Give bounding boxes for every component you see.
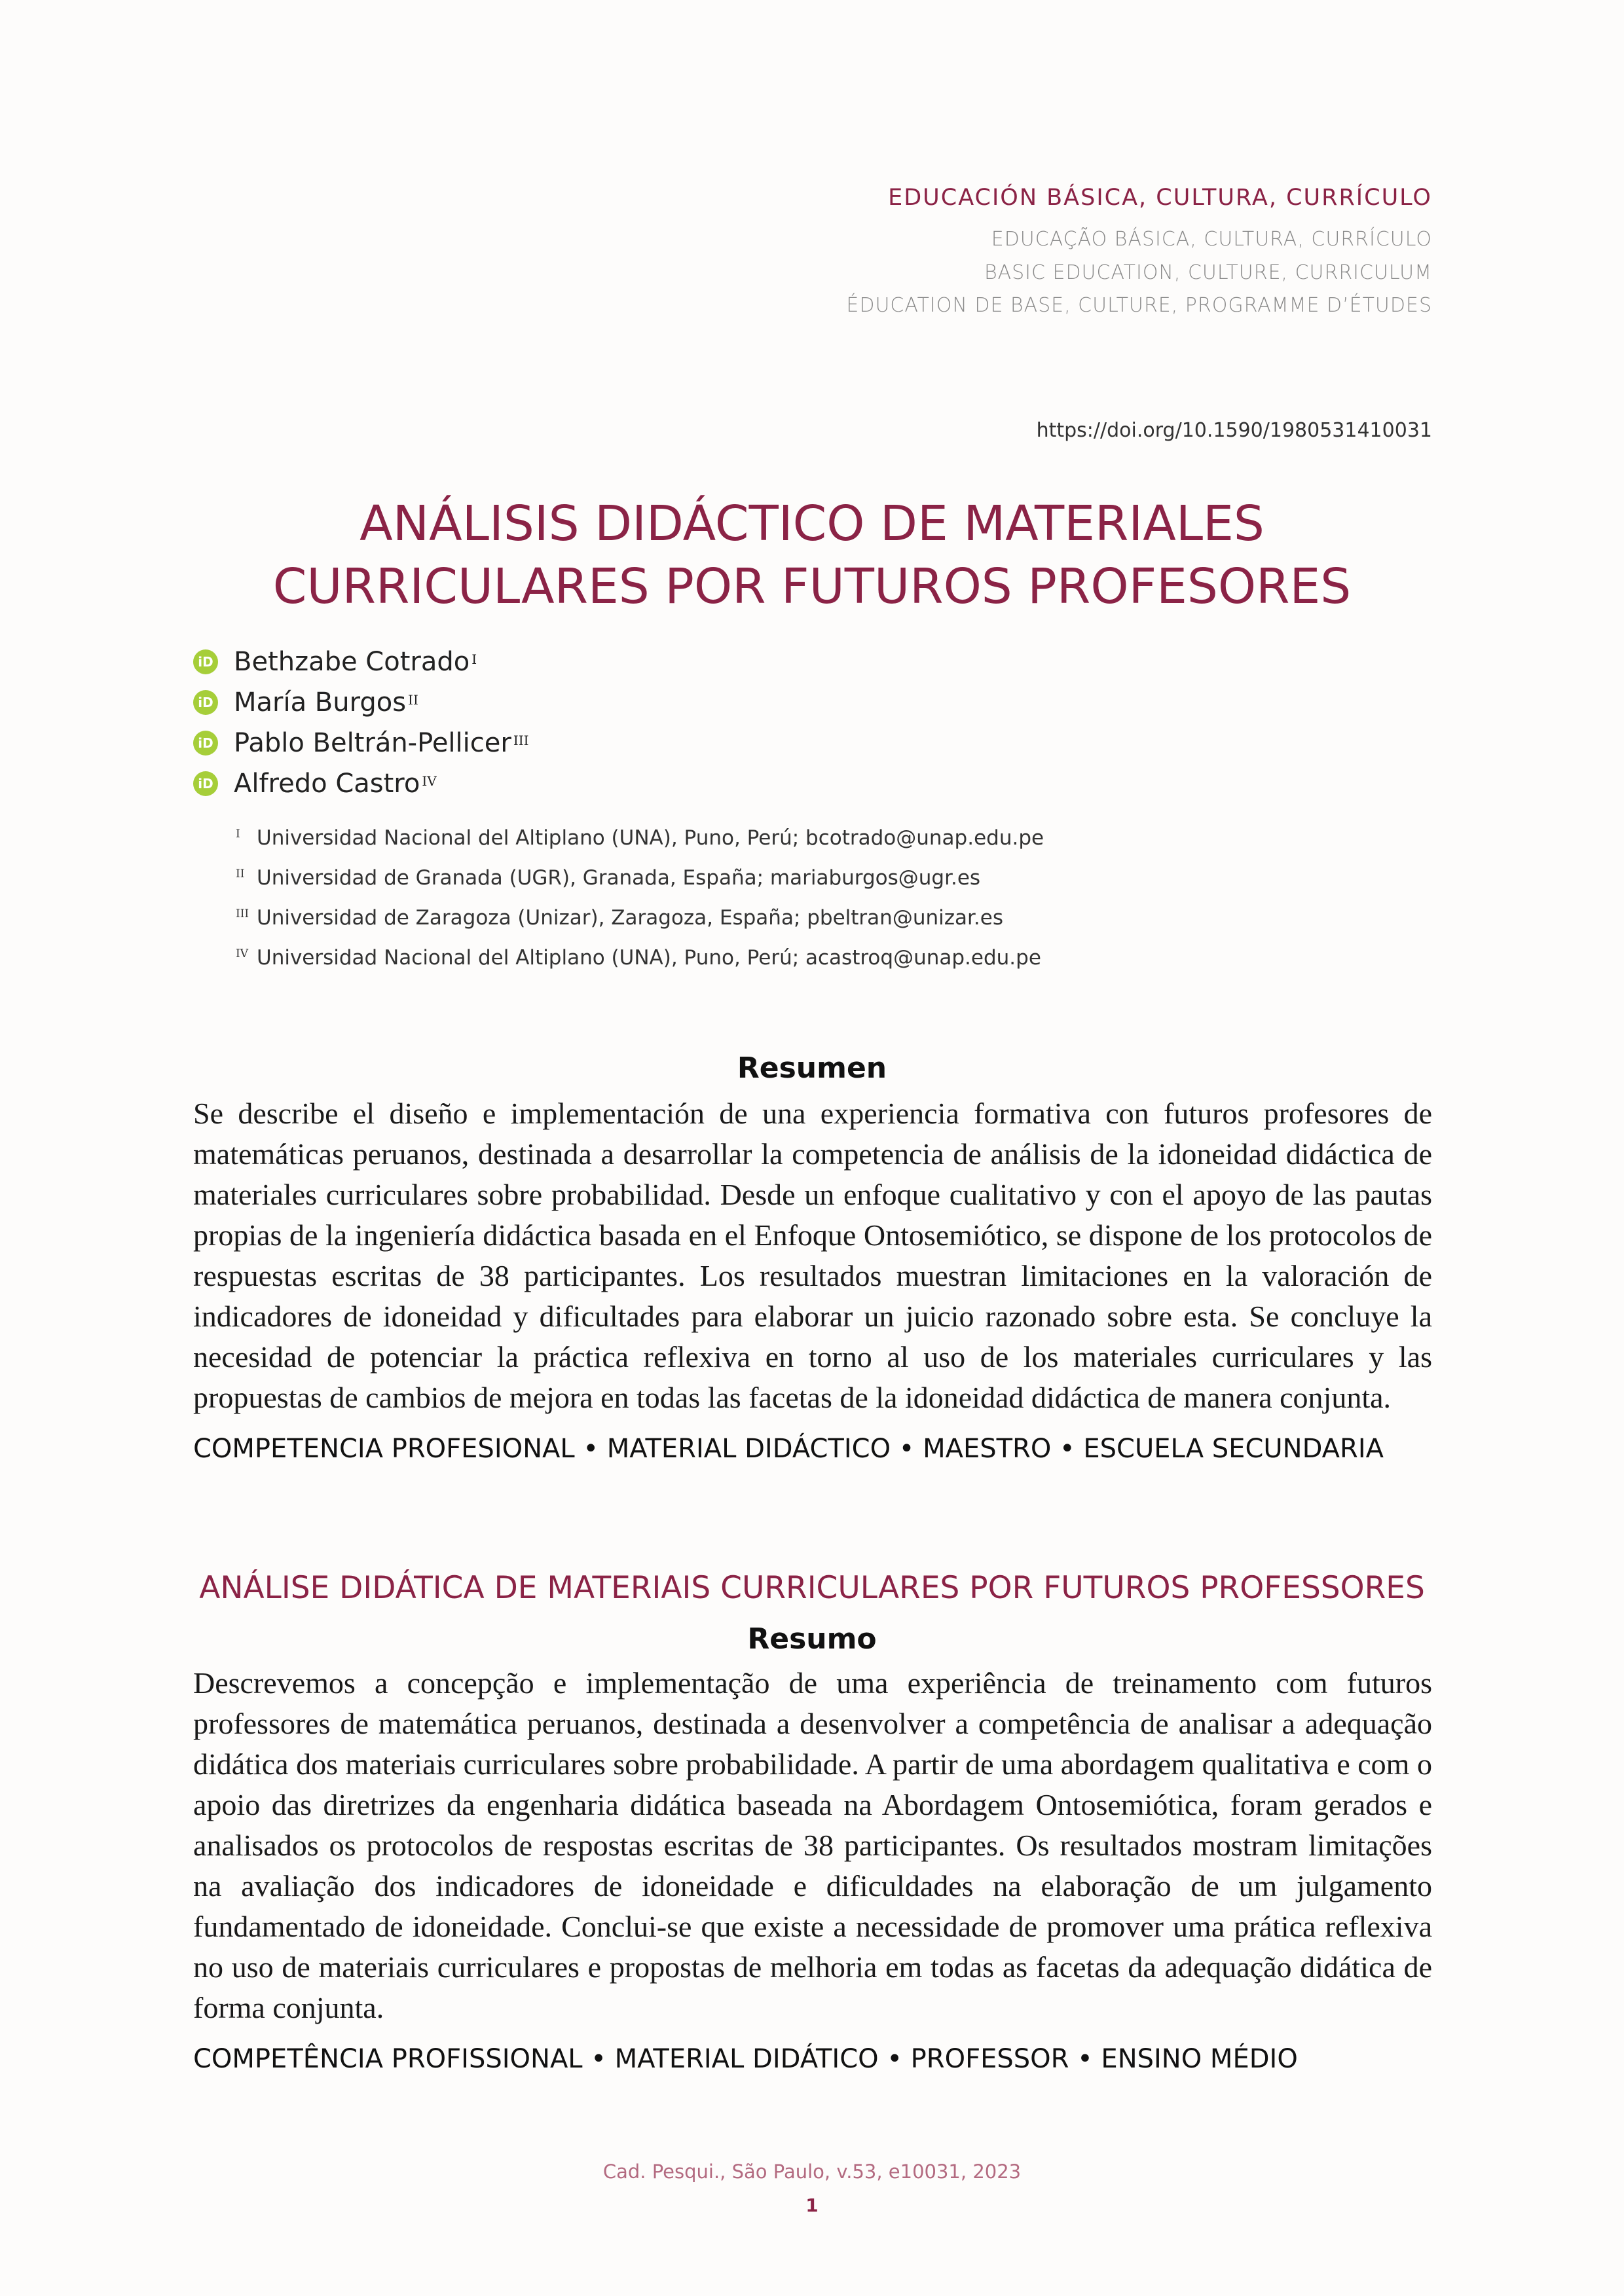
- keywords-es: COMPETENCIA PROFESIONAL • MATERIAL DIDÁCTICO • MAESTRO • ESCUELA SECUNDARIA: [193, 1434, 1384, 1464]
- affiliation-text: Universidad Nacional del Altiplano (UNA), Puno, Perú; acastroq@unap.edu.pe: [257, 946, 1041, 970]
- abstract-heading-es: Resumen: [737, 1051, 887, 1085]
- doi-link[interactable]: https://doi.org/10.1590/1980531410031: [1036, 419, 1432, 442]
- abstract-title-pt: ANÁLISE DIDÁTICA DE MATERIAIS CURRICULARES POR FUTUROS PROFESSORES: [199, 1570, 1425, 1606]
- orcid-icon[interactable]: iD: [193, 649, 218, 674]
- affiliation: [236, 946, 1044, 986]
- affiliation-mark: IV: [236, 947, 248, 960]
- footer-citation: Cad. Pesqui., São Paulo, v.53, e10031, 2023: [602, 2160, 1022, 2183]
- affiliation-mark: II: [236, 867, 245, 881]
- abstract-heading-pt: Resumo: [747, 1622, 877, 1656]
- section-title: EDUCACIÓN BÁSICA, CULTURA, CURRÍCULO: [888, 185, 1432, 211]
- author-name: María Burgos: [234, 687, 407, 718]
- author-list: [193, 642, 529, 804]
- affiliation-text: Universidad Nacional del Altiplano (UNA), Puno, Perú; bcotrado@unap.edu.pe: [257, 826, 1044, 850]
- affiliation: [236, 826, 1044, 866]
- affiliation-text: Universidad de Granada (UGR), Granada, España; mariaburgos@ugr.es: [257, 866, 981, 890]
- orcid-icon[interactable]: iD: [193, 731, 218, 756]
- title-line-2: CURRICULARES POR FUTUROS PROFESORES: [272, 558, 1352, 615]
- affiliation-list: [236, 826, 1044, 986]
- author-name: Alfredo Castro: [234, 769, 420, 799]
- affiliation-mark: IV: [422, 773, 437, 789]
- section-title-en: BASIC EDUCATION, CULTURE, CURRICULUM: [984, 261, 1432, 284]
- affiliation: [236, 906, 1044, 946]
- author: [193, 682, 529, 723]
- affiliation-mark: I: [471, 651, 477, 667]
- article-title: [0, 492, 1624, 618]
- keywords-pt: COMPETÊNCIA PROFISSIONAL • MATERIAL DIDÁTICO • PROFESSOR • ENSINO MÉDIO: [193, 2044, 1298, 2074]
- affiliation-mark: III: [513, 733, 529, 748]
- section-title-fr: ÉDUCATION DE BASE, CULTURE, PROGRAMME D’ÉTUDES: [846, 294, 1432, 317]
- title-line-1: ANÁLISIS DIDÁCTICO DE MATERIALES: [360, 496, 1264, 552]
- affiliation-text: Universidad de Zaragoza (Unizar), Zaragoza, España; pbeltran@unizar.es: [257, 906, 1003, 930]
- author-name: Bethzabe Cotrado: [234, 647, 470, 677]
- orcid-icon[interactable]: iD: [193, 771, 218, 796]
- affiliation-mark: I: [236, 828, 240, 841]
- author-name: Pablo Beltrán-Pellicer: [234, 728, 511, 758]
- abstract-text-es: Se describe el diseño e implementación de una experiencia formativa con futuros profesores de matemáticas peruanos, destinada a desarrollar la competencia de análisis de la idoneidad didáctica de materiales curriculares sobre probabilidad. Desde un enfoque cualitativo y con el apoyo de las pautas propias de la ingeniería didáctica basada en el Enfoque Ontosemiótico, se dispone de los protocolos de respuestas escritas de 38 participantes. Los resultados muestran limitaciones en la valoración de indicadores de idoneidad y dificultades para elaborar un juicio razonado sobre esta. Se concluye la necesidad de potenciar la práctica reflexiva en torno al uso de los materiales curriculares y las propuestas de cambios de mejora en todas las facetas de la idoneidad didáctica de manera conjunta.: [193, 1097, 1432, 1414]
- orcid-icon[interactable]: iD: [193, 690, 218, 715]
- abstract-text-pt: Descrevemos a concepção e implementação de uma experiência de treinamento com futuros professores de matemática peruanos, destinada a desenvolver a competência de analisar a adequação didática dos materiais curriculares sobre probabilidade. A partir de uma abordagem qualitativa e com o apoio das diretrizes da engenharia didática baseada na Abordagem Ontosemiótica, foram gerados e analisados os protocolos de respostas escritas de 38 participantes. Os resultados mostram limitações na avaliação dos indicadores de idoneidade e dificuldades na elaboração de um julgamento fundamentado de idoneidade. Conclui-se que existe a necessidade de promover uma prática reflexiva no uso de materiais curriculares e propostas de melhoria em todas as facetas da adequação didática de forma conjunta.: [193, 1666, 1432, 2024]
- author: [193, 763, 529, 804]
- affiliation-mark: II: [408, 692, 418, 708]
- page-number: 1: [805, 2195, 819, 2216]
- author: [193, 723, 529, 763]
- author: [193, 642, 529, 682]
- affiliation: [236, 866, 1044, 906]
- affiliation-mark: III: [236, 907, 249, 920]
- section-title-pt: EDUCAÇÃO BÁSICA, CULTURA, CURRÍCULO: [991, 228, 1432, 251]
